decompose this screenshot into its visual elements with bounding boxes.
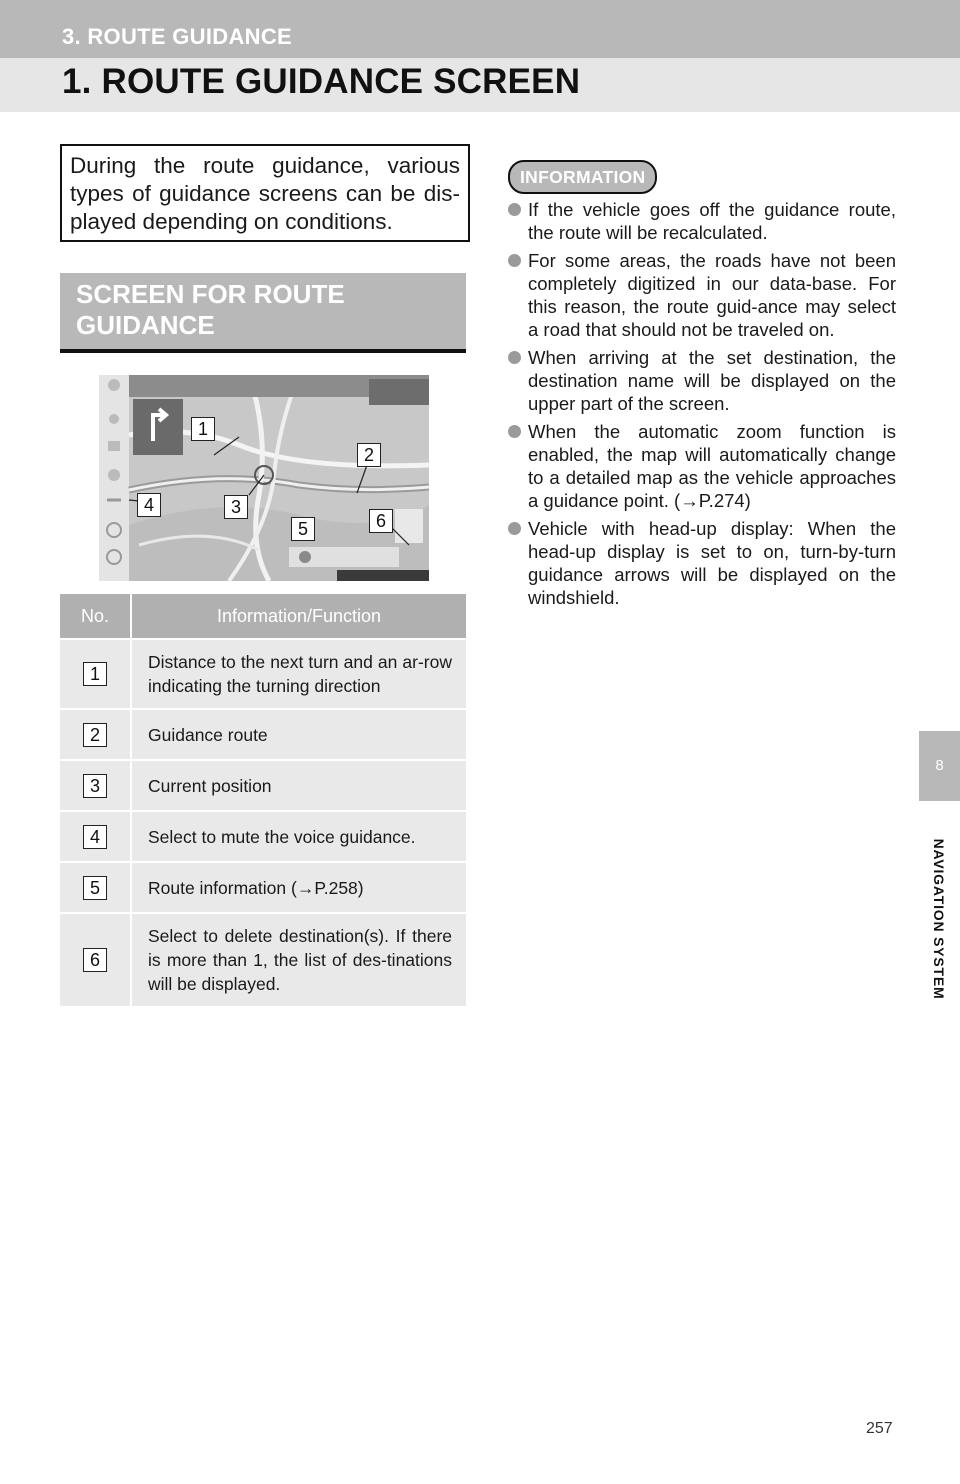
section-bar — [0, 0, 960, 58]
screen-callout-2: 2 — [357, 443, 381, 467]
map-illustration — [99, 375, 429, 581]
table-row — [60, 709, 466, 760]
table-row-description: Distance to the next turn and an ar-row indicating the turning direction — [131, 639, 466, 709]
list-item: If the vehicle goes off the guidance route, the route will be recalculated. — [508, 198, 896, 244]
bullet-icon — [508, 203, 521, 216]
page-header — [0, 0, 960, 112]
table-row — [60, 811, 466, 862]
subsection-heading — [60, 273, 466, 353]
table-row-number: 5 — [60, 862, 131, 913]
bullet-icon — [508, 351, 521, 364]
table-row — [60, 862, 466, 913]
table-row-description: Select to delete destination(s). If there is more than 1, the list of des-tinations will be displayed. — [131, 913, 466, 1006]
table-row-description: Current position — [131, 760, 466, 811]
table-row — [60, 760, 466, 811]
information-function-table — [60, 594, 466, 1006]
list-item: When arriving at the set destination, the destination name will be displayed on the upper part of the screen. — [508, 346, 896, 415]
list-item: Vehicle with head-up display: When the head-up display is set to on, turn-by-turn guidance arrows will be displayed on the windshield. — [508, 517, 896, 609]
page-title: 1. ROUTE GUIDANCE SCREEN — [62, 62, 581, 101]
table-row-description: Route information (→P.258) — [131, 862, 466, 913]
intro-box: During the route guidance, various types of guidance screens can be dis-played depending on conditions. — [60, 144, 470, 242]
chapter-tab-number: 8 — [919, 731, 960, 801]
bullet-icon — [508, 522, 521, 535]
screen-callout-4: 4 — [137, 493, 161, 517]
subsection-title: SCREEN FOR ROUTE GUIDANCE — [76, 279, 345, 340]
information-badge: INFORMATION — [508, 160, 657, 194]
screen-callout-6: 6 — [369, 509, 393, 533]
table-row-description: Select to mute the voice guidance. — [131, 811, 466, 862]
table-header-info: Information/Function — [131, 594, 466, 639]
information-list — [508, 198, 896, 614]
table-header-row — [60, 594, 466, 639]
list-item: For some areas, the roads have not been completely digitized in our data-base. For this reason, the route guid-ance may select a road that should not be traveled on. — [508, 249, 896, 341]
page-number: 257 — [866, 1420, 893, 1437]
section-label: 3. ROUTE GUIDANCE — [62, 24, 293, 49]
screen-callout-1: 1 — [191, 417, 215, 441]
bullet-icon — [508, 425, 521, 438]
navigation-screen-image — [99, 375, 429, 581]
table-row-number: 1 — [60, 639, 131, 709]
bullet-icon — [508, 254, 521, 267]
screen-callout-3: 3 — [224, 495, 248, 519]
table-row-number: 2 — [60, 709, 131, 760]
chapter-tab-label: NAVIGATION SYSTEM — [931, 838, 947, 1000]
table-row-description: Guidance route — [131, 709, 466, 760]
table-row-number: 6 — [60, 913, 131, 1006]
screen-callout-5: 5 — [291, 517, 315, 541]
table-row-number: 3 — [60, 760, 131, 811]
table-row — [60, 913, 466, 1006]
table-header-no: No. — [60, 594, 131, 639]
list-item: When the automatic zoom function is enabled, the map will automatically change to a detailed map as the vehicle approaches a guidance point. (→P.274) — [508, 420, 896, 512]
table-row — [60, 639, 466, 709]
table-row-number: 4 — [60, 811, 131, 862]
